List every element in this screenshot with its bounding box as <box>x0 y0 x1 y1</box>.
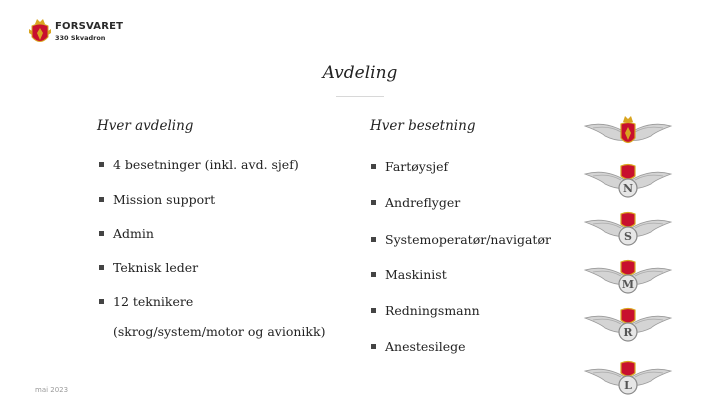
physician-wings-icon <box>583 357 673 401</box>
bullet-icon <box>371 272 376 277</box>
bullet-icon <box>99 265 104 270</box>
left-list-item: Mission support <box>99 192 215 207</box>
pilot-wings-icon <box>583 112 673 156</box>
bullet-icon <box>371 344 376 349</box>
right-list-item: Systemoperatør/navigatør <box>371 232 551 247</box>
bullet-icon <box>99 197 104 202</box>
forsvaret-logo <box>29 17 139 51</box>
rescue-wings-icon <box>583 304 673 348</box>
page-title: Avdeling <box>322 63 398 83</box>
right-list-item: Andreflyger <box>371 195 460 210</box>
right-list-item: Anestesilege <box>371 339 466 354</box>
bullet-icon <box>99 299 104 304</box>
flight-engineer-wings-icon <box>583 256 673 300</box>
bullet-icon <box>371 200 376 205</box>
aircrew-wings-badges <box>583 112 673 405</box>
left-column-heading: Hver avdeling <box>97 118 194 134</box>
bullet-icon <box>371 164 376 169</box>
technician-note: (skrog/system/motor og avionikk) <box>113 324 326 339</box>
right-list-item: Fartøysjef <box>371 159 448 174</box>
right-list-item: Maskinist <box>371 267 447 282</box>
badge-letter: M <box>621 278 635 291</box>
navigator-wings-icon <box>583 160 673 204</box>
footer-date: mai 2023 <box>35 386 69 394</box>
left-list-item: Admin <box>99 226 154 241</box>
right-column-heading: Hver besetning <box>370 118 476 134</box>
badge-letter: L <box>624 379 632 392</box>
badge-letter: R <box>623 326 633 339</box>
left-list-item: Teknisk leder <box>99 260 198 275</box>
left-list-item: 4 besetninger (inkl. avd. sjef) <box>99 157 299 172</box>
unit-name: 330 Skvadron <box>55 34 106 42</box>
bullet-icon <box>99 162 104 167</box>
left-list-item: 12 teknikere <box>99 294 193 309</box>
bullet-icon <box>99 231 104 236</box>
bullet-icon <box>371 308 376 313</box>
org-name: FORSVARET <box>55 21 124 32</box>
badge-letter: S <box>624 230 632 243</box>
right-list-item: Redningsmann <box>371 303 480 318</box>
systems-operator-wings-icon <box>583 208 673 252</box>
bullet-icon <box>371 237 376 242</box>
title-divider <box>336 96 384 97</box>
crest-icon <box>29 17 51 47</box>
badge-letter: N <box>622 182 634 195</box>
